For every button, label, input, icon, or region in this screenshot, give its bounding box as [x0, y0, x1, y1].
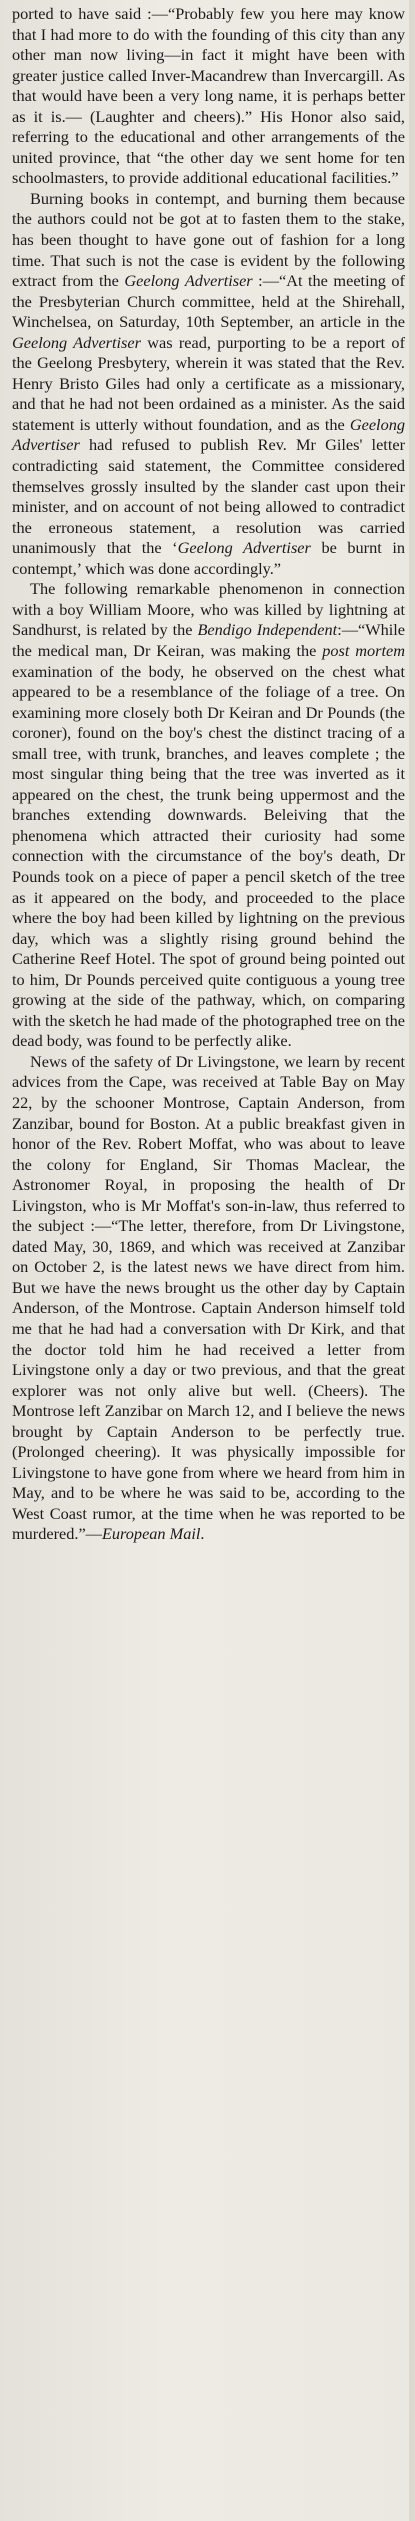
- publication-title: Geelong Advertiser: [12, 414, 405, 455]
- publication-title: post mortem: [322, 640, 406, 660]
- article-text: :—“While the medical man, Dr Keiran, was making the: [12, 620, 405, 660]
- article-text: .: [200, 1524, 205, 1544]
- publication-title: Geelong Advertiser: [177, 538, 311, 558]
- page-gutter: [409, 0, 415, 2521]
- article-paragraph-3: [12, 579, 405, 1052]
- publication-title: Geelong Advertiser: [124, 271, 253, 291]
- article-text: had refused to publish Rev. Mr Giles' letter contradicting said statement, the Committee considered themselves grossly insulted by the slander cast upon their minister, and on account of not being allowed to contradict the erroneous statement, a resolution was carried unanimously that the ‘: [12, 435, 405, 558]
- article-text: News of the safety of Dr Livingstone, we learn by recent advices from the Cape, was received at Table Bay on May 22, by the schooner Montrose, Captain Anderson, from Zanzibar, bound for Boston. At a public breakfast given in honor of the Rev. Robert Moffat, who was about to leave the colony for England, Sir Thomas Maclear, the Astronomer Royal, in proposing the health of Dr Livingston, who is Mr Moffat's son-in-law, thus referred to the subject :—“The letter, therefore, from Dr Livingstone, dated May, 30, 1869, and which was received at Zanzibar on October 2, is the latest news we have direct from him. But we have the news brought us the other day by Captain Anderson, of the Montrose. Captain Anderson himself told me that he had had a conversation with Dr Kirk, and that the doctor told him he had received a letter from Livingstone only a day or two previous, and that the great explorer was not only alive but well. (Cheers). The Montrose left Zanzibar on March 12, and I believe the news brought by Captain Anderson to be perfectly true. (Prolonged cheering). It was physically impossible for Livingstone to have gone from where we heard from him in May, and to be where he was said to be, according to the West Coast rumor, at the time when he was reported to be murdered.”—: [12, 1051, 405, 1544]
- article-paragraph-2: [12, 189, 405, 579]
- article-text: examination of the body, he observed on the chest what appeared to be a resemblance of the foliage of a tree. On examining more closely both Dr Keiran and Dr Pounds (the coroner), found on the boy's chest the distinct tracing of a small tree, with trunk, branches, and leaves complete ; the most singular thing being that the tree was inverted as it appeared on the chest, the trunk being uppermost and the branches extending downwards. Beleiving that the phenomena which attracted their curiosity had some connection with the circumstance of the boy's death, Dr Pounds took on a piece of paper a pencil sketch of the tree as it appeared on the body, and proceeded to the place where the boy had been killed by lightning on the previous day, which was a slightly rising ground behind the Catherine Reef Hotel. The spot of ground being pointed out to him, Dr Pounds perceived quite contiguous a young tree growing at the side of the pathway, which, on comparing with the sketch he had made of the photographed tree on the dead body, was found to be perfectly alike.: [12, 661, 405, 1051]
- article-text: Burning books in contempt, and burning them because the authors could not be got at to fasten them to the stake, has been thought to have gone out of fashion for a long time. That such is not the case is evident by the following extract from the: [12, 188, 405, 291]
- article-text: The following remarkable phenomenon in connection with a boy William Moore, who was killed by lightning at Sandhurst, is related by the: [12, 579, 405, 640]
- publication-title: European Mail: [101, 1524, 201, 1544]
- publication-title: Bendigo Independent: [197, 620, 338, 640]
- article-paragraph-1: [12, 4, 405, 189]
- publication-title: Geelong Advertiser: [12, 332, 141, 352]
- article-text: ported to have said :—“Probably few you here may know that I had more to do with the founding of this city than any other man now living—in fact it might have been with greater justice called Inver-Macandrew than Invercargill. As that would have been a very long name, it is perhaps better as it is.— (Laughter and cheers).” His Honor also said, referring to the educational and other arrangements of the united province, that “the other day we sent home for ten schoolmasters, to provide additional educational facilities.”: [12, 4, 405, 188]
- article-text: was read, purporting to be a report of the Geelong Presbytery, wherein it was stated that the Rev. Henry Bristo Giles had only a certificate as a missionary, and that he had not been ordained as a minister. As the said statement is utterly without foundation, and as the: [12, 332, 405, 434]
- article-text: :—“At the meeting of the Presbyterian Church committee, held at the Shirehall, Winchelsea, on Saturday, 10th September, an article in the: [12, 271, 405, 332]
- article-text: be burnt in contempt,’ which was done accordingly.”: [12, 538, 405, 578]
- article-paragraph-4: [12, 1052, 405, 1545]
